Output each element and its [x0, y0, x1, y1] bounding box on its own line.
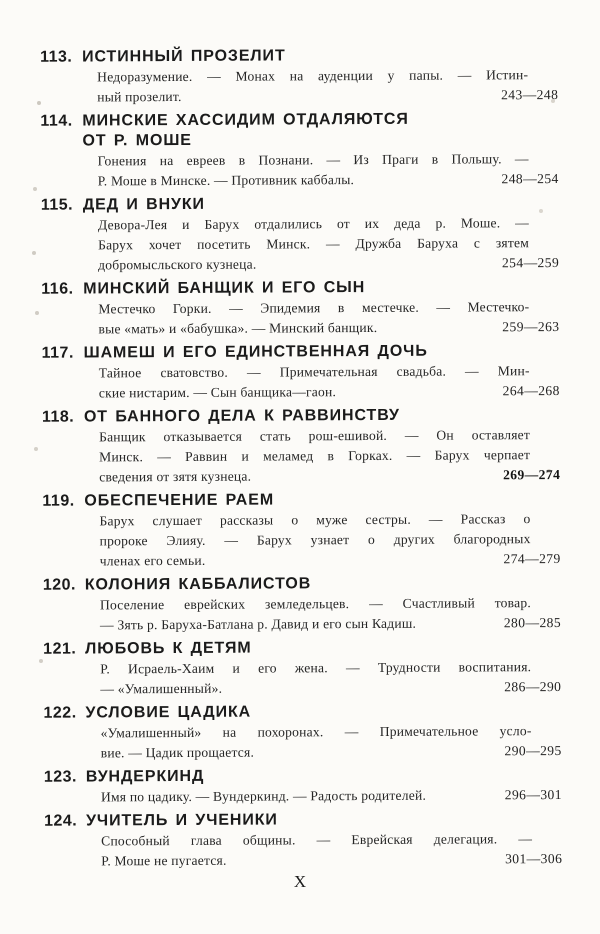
entry-description-line: добромысльского кузнеца. [98, 256, 257, 273]
toc-entry [42, 489, 560, 572]
entry-description-line: сведения от зятя кузнеца. [99, 468, 252, 485]
page-number: X [293, 872, 307, 891]
entry-description-line: членах его семьи. [99, 552, 206, 569]
entry-title [84, 490, 274, 511]
entry-page-range: 269—274 [503, 466, 561, 483]
entry-page-range: 286—290 [504, 678, 562, 695]
entry-number: 118. [41, 408, 75, 426]
entry-description-line: «Умалишенный» на похоронах. — Примечательное усло- [100, 723, 532, 741]
entry-page-range: 254—259 [501, 254, 560, 271]
entry-page-range: 248—254 [501, 170, 559, 187]
entry-title [85, 639, 252, 660]
entry-description-line: Р. Моше в Минске. — Противник каббалы. [97, 172, 355, 189]
entry-title-line: УСЛОВИЕ ЦАДИКА [85, 703, 252, 722]
toc-list [40, 45, 562, 876]
entry-description-line: Местечко Горки. — Эпидемия в местечке. — Местечко- [98, 299, 530, 317]
entry-description [100, 593, 561, 635]
entry-head [42, 405, 560, 428]
entry-title-line: ИСТИННЫЙ ПРОЗЕЛИТ [82, 47, 286, 66]
entry-page-range: 290—295 [504, 742, 562, 759]
entry-description [101, 721, 562, 763]
entry-page-range: 296—301 [504, 786, 562, 803]
entry-title-line: ДЕД И ВНУКИ [82, 195, 205, 214]
entry-description [99, 509, 560, 571]
entry-title-line: ОТ БАННОГО ДЕЛА К РАВВИНСТВУ [83, 406, 400, 426]
entry-description-line: Тайное сватовство. — Примечательная свадьба. — Мин- [98, 363, 530, 381]
toc-entry [41, 193, 559, 276]
entry-number: 123. [43, 768, 78, 786]
entry-head [40, 45, 558, 68]
entry-head [42, 489, 560, 512]
entry-title-line: ОБЕСПЕЧЕНИЕ РАЕМ [84, 491, 275, 510]
entry-number: 114. [40, 112, 73, 130]
entry-description-line: Р. Моше не пугается. [101, 852, 227, 869]
entry-number: 122. [43, 704, 77, 722]
entry-title [84, 406, 400, 428]
entry-number: 124. [44, 812, 78, 830]
toc-entry [43, 637, 561, 700]
entry-head [40, 109, 558, 152]
entry-description-line: Поселение еврейских земледельцев. — Счастливый товар. [99, 595, 531, 613]
entry-page-range: 301—306 [505, 850, 563, 867]
toc-entry [44, 765, 562, 808]
entry-title [82, 110, 409, 152]
entry-description-line: вые «мать» и «бабушка». — Минский банщик. [98, 319, 378, 337]
entry-title-line: МИНСКИЙ БАНЩИК И ЕГО СЫН [83, 279, 366, 298]
entry-number: 121. [43, 640, 77, 658]
entry-head [42, 341, 560, 364]
entry-title [82, 46, 286, 67]
entry-description [100, 657, 561, 699]
entry-title [83, 195, 205, 216]
entry-page-range: 259—263 [502, 318, 560, 335]
entry-title-line: ШАМЕШ И ЕГО ЕДИНСТВЕННАЯ ДОЧЬ [83, 342, 428, 362]
entry-description-line: вие. — Цадик прощается. [100, 744, 255, 761]
entry-description [98, 149, 559, 191]
entry-head [41, 193, 559, 216]
entry-title [84, 342, 428, 364]
entry-title-line: УЧИТЕЛЬ И УЧЕНИКИ [86, 811, 278, 830]
entry-description [98, 213, 559, 275]
entry-title-line: КОЛОНИЯ КАББАЛИСТОВ [84, 575, 312, 594]
entry-description-line: — «Умалишенный». [100, 680, 223, 697]
entry-description-line: Барух слушает рассказы о муже сестры. — Рассказ о [99, 511, 531, 529]
entry-description-line: ские нистарим. — Сын банщика—гаон. [98, 384, 337, 401]
entry-description-line: Гонения на евреев в Познани. — Из Праги в Польшу. — [97, 151, 529, 169]
toc-entry [44, 809, 562, 872]
entry-description-line: Девора-Лея и Барух отдалились от их деда р. Моше. — [97, 215, 529, 233]
entry-title [86, 810, 278, 831]
entry-number: 116. [41, 280, 74, 298]
entry-description-line: Имя по цадику. — Вундеркинд. — Радость родителей. [100, 787, 427, 805]
entry-number: 120. [42, 576, 77, 594]
toc-entry [42, 341, 560, 404]
entry-title-line: ЛЮБОВЬ К ДЕТЯМ [85, 639, 252, 658]
entry-description-line: Минск. — Раввин и меламед в Горках. — Барух черпает [99, 447, 531, 465]
entry-description-line: ный прозелит. [97, 88, 182, 105]
page-footer [0, 872, 600, 892]
entry-description-line: Недоразумение. — Монах на ауденции у папы. — Истин- [97, 67, 529, 85]
entry-head [44, 809, 562, 832]
entry-description [98, 297, 559, 339]
entry-title-line: МИНСКИЕ ХАССИДИМ ОТДАЛЯЮТСЯ [82, 110, 409, 130]
entry-title [85, 574, 311, 595]
toc-entry [40, 109, 558, 192]
scan-noise-specks [0, 0, 2, 2]
entry-description-line: Банщик отказывается стать рош-ешивой. — Он оставляет [99, 427, 531, 445]
entry-title [83, 278, 365, 299]
entry-title [86, 767, 205, 788]
entry-number: 117. [41, 344, 74, 362]
toc-entry [40, 45, 558, 108]
entry-description-line: пророке Элияу. — Барух узнает о других благородных [99, 531, 531, 549]
toc-entry [43, 701, 561, 764]
toc-entry [43, 573, 561, 636]
entry-number: 119. [42, 492, 75, 510]
entry-description-line: Р. Исраель-Хаим и его жена. — Трудности воспитания. [100, 659, 532, 677]
entry-page-range: 243—248 [501, 86, 559, 103]
entry-head [43, 637, 561, 660]
entry-description-line: Способный глава общины. — Еврейская делегация. — [101, 831, 533, 849]
entry-description-line: — Зять р. Баруха-Батлана р. Давид и его сын Кадиш. [99, 615, 417, 633]
toc-entry [42, 405, 560, 488]
entry-description [97, 65, 558, 107]
entry-head [43, 573, 561, 596]
entry-description [101, 829, 562, 871]
entry-page-range: 264—268 [502, 382, 560, 399]
entry-head [44, 765, 562, 788]
entry-title [85, 703, 251, 724]
entry-title-line: ВУНДЕРКИНД [85, 767, 205, 786]
toc-entry [41, 277, 559, 340]
entry-number: 115. [40, 196, 74, 214]
entry-title-line: ОТ Р. МОШЕ [82, 131, 192, 150]
entry-page-range: 280—285 [503, 614, 562, 631]
entry-number: 113. [40, 48, 73, 66]
entry-description [99, 425, 560, 487]
entry-page-range: 274—279 [503, 550, 561, 567]
entry-description [101, 785, 562, 807]
entry-head [41, 277, 559, 300]
entry-head [43, 701, 561, 724]
entry-description-line: Барух хочет посетить Минск. — Дружба Баруха с зятем [98, 235, 530, 253]
entry-description [99, 361, 560, 403]
